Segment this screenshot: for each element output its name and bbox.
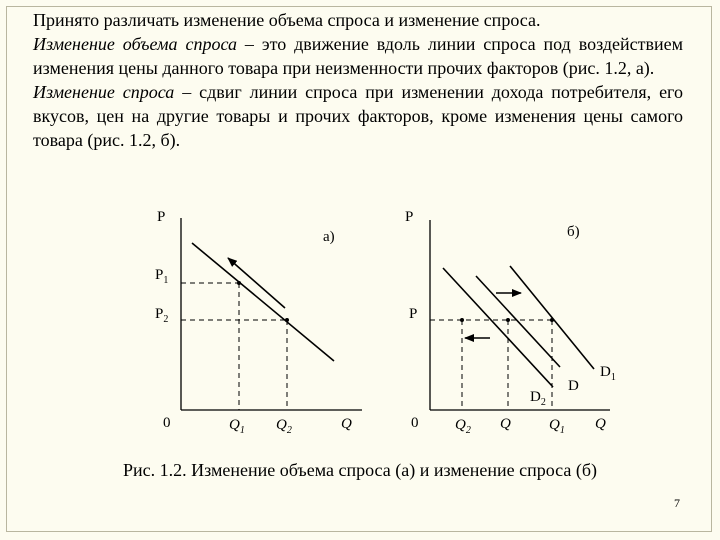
panel-b-q1-label: $Q_1$ <box>549 417 565 436</box>
panel-a-point-2 <box>285 318 289 322</box>
panel-b-point-d <box>506 318 510 322</box>
panel-a-p1-label: $P_1$ <box>155 267 169 286</box>
panel-b-q-label: Q <box>500 416 511 432</box>
panel-b-origin-label: 0 <box>411 415 419 431</box>
panel-a-point-1 <box>237 281 241 285</box>
panel-a-panel-label: а) <box>323 229 335 245</box>
definition-quantity-demanded-text: – это движение вдоль линии спроса под воздействием изменения цены данного товара при неизменности прочих факторов (рис. 1.2, а). <box>33 34 684 78</box>
figure-caption: Рис. 1.2. Изменение объема спроса (а) и изменение спроса (б) <box>122 460 598 480</box>
panel-a-p2-label: $P_2$ <box>155 306 169 325</box>
panel-b-d2-label: $D_2$ <box>530 389 546 408</box>
page-number: 7 <box>674 496 680 510</box>
panel-b-d-label: D <box>568 378 579 394</box>
panel-b-y-axis-label: P <box>405 209 414 225</box>
panel-b-d1-label: $D_1$ <box>600 364 616 383</box>
panel-a-y-axis-label: P <box>157 209 166 225</box>
panel-b-x-axis-label: Q <box>595 416 606 432</box>
term-quantity-demanded: Изменение объема спроса <box>33 34 237 54</box>
panel-b-q2-label: $Q_2$ <box>455 417 471 436</box>
panel-a <box>155 209 362 436</box>
intro-line: Принято различать изменение объема спроса и изменение спроса. <box>33 10 541 30</box>
term-demand-shift: Изменение спроса <box>33 82 175 102</box>
panel-a-origin-label: 0 <box>163 415 171 431</box>
panel-b-point-d2 <box>460 318 464 322</box>
panel-b-demand-d2 <box>443 268 553 387</box>
panel-b-demand-d <box>476 276 560 367</box>
panel-b <box>405 209 616 436</box>
panel-a-q1-label: $Q_1$ <box>229 417 245 436</box>
panel-a-demand-curve <box>192 243 334 361</box>
definition-demand-shift-text: – сдвиг линии спроса при изменении дохода потребителя, его вкусов, цен на другие товары и прочих факторов, кроме изменения цены самого товара (рис. 1.2, б). <box>33 82 683 150</box>
panel-a-x-axis-label: Q <box>341 416 352 432</box>
panel-b-price-label: P <box>409 306 418 322</box>
panel-b-point-d1 <box>550 318 554 322</box>
panel-b-panel-label: б) <box>567 224 580 240</box>
panel-a-q2-label: $Q_2$ <box>276 417 292 436</box>
